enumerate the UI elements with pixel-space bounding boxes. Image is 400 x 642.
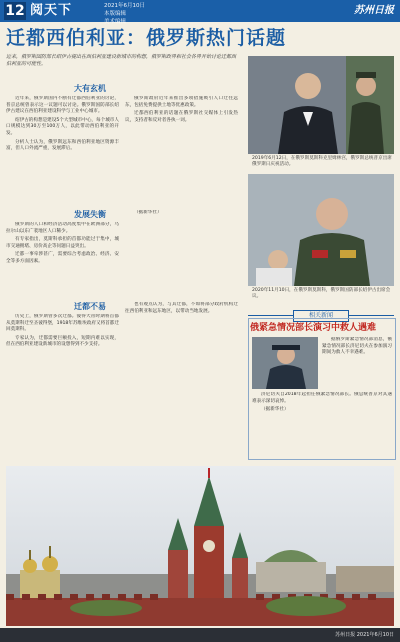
person-photo-icon (252, 337, 318, 389)
subhead-3: 迁都不易 (74, 302, 106, 311)
related-news-title: 俄紧急情况部长演习中救人遇难 (250, 323, 377, 333)
page-title: 迁都西伯利亚：俄罗斯热门话题 (6, 27, 287, 49)
masthead: 苏州日报 (354, 5, 394, 16)
related-column-2: 济尼切夫自2018年起担任俄紧急情况部长。俄总统普京对其遇难表示深切哀悼。 （据新华社） (252, 392, 392, 413)
article-column-2: 俄罗斯政府近年来推出多项措施吸引人口迁往远东，包括免费提供土地等优惠政策。 迁都西伯利亚的话题在俄罗斯社交媒体上引发热议，支持者和反对者各执一词。 (125, 96, 238, 123)
putin-photo (248, 56, 394, 154)
related-column-1: 据俄罗斯紧急情况部消息，俄紧急情况部长济尼切夫在参加演习期间为救人不幸遇难。 (322, 337, 392, 356)
related-news-tag: 相关新闻 (293, 310, 349, 322)
kremlin-skyline-icon (6, 466, 394, 626)
person-photo-icon (248, 56, 394, 154)
article-column-1: 近年来，俄罗斯国内不断有迁都西伯利亚的讨论，普京总统曾表示这一议题可以讨论。俄罗斯国防部长绍伊古建议在西伯利亚建设科学与工业中心城市。 绍伊古的构想是建设5个大型城市中心，每个城市人口规模达到30万至100万人，以此带动西伯利亚的开发。 分析人士认为，俄罗斯远东和西伯利亚地区资源丰富，但人口外流严重，发展滞后。 (6, 96, 119, 152)
article-lede: 近来，俄罗斯国防部长绍伊古提出在西伯利亚建设新城市的构想，俄罗斯政界和社会各界开始讨论迁都西伯利亚的可能性。 (6, 54, 237, 67)
subhead-2: 发展失衡 (74, 210, 106, 219)
subhead-1: 大有玄机 (74, 84, 106, 93)
person-photo-icon (248, 174, 394, 286)
page-number: 12 (5, 3, 25, 19)
page-header (0, 0, 400, 25)
article-column-5: 历史上，俄罗斯曾多次迁都。彼得大帝时期将首都从莫斯科迁至圣彼得堡，1918年苏维埃政府又将首都迁回莫斯科。 专家认为，迁都需要巨额投入，短期内难以实现，但在西伯利亚建设新城市的设想得到不少支持。 (6, 314, 119, 348)
date-line: 2021年6月10日 本版编辑 美术编辑 (104, 3, 145, 25)
article-column-6: 也有观点认为，与其迁都，不如将部分政府机构迁往西伯利亚和远东地区，以带动当地发展。 (125, 302, 238, 314)
shoigu-photo-caption: 2020年11月10日，在俄罗斯莫斯科，俄罗斯国防部长绍伊古出席会议。 (252, 288, 391, 299)
shoigu-photo (248, 174, 394, 286)
zinichev-photo (252, 337, 318, 389)
section-name: 阅天下 (30, 3, 73, 18)
page-footer: 苏州日报 2021年6月10日 (0, 628, 400, 642)
article-column-3: 俄罗斯的人口和经济活动高度集中在欧洲部分，乌拉尔山以东广袤地区人口稀少。 有专家指出，莫斯科承担的首都功能过于集中，城市交通拥堵、房价高企等问题日益突出。 迁都一事牵涉甚广，需要综合考虑政治、经济、安全等多方面因素。 (6, 222, 119, 264)
putin-photo-caption: 2019年6月12日，在俄罗斯莫斯科克里姆林宫，俄罗斯总统普京出席俄罗斯日庆祝活动。 (252, 156, 392, 167)
kremlin-photo (6, 466, 394, 626)
article-column-4: （据新华社） (134, 210, 162, 215)
